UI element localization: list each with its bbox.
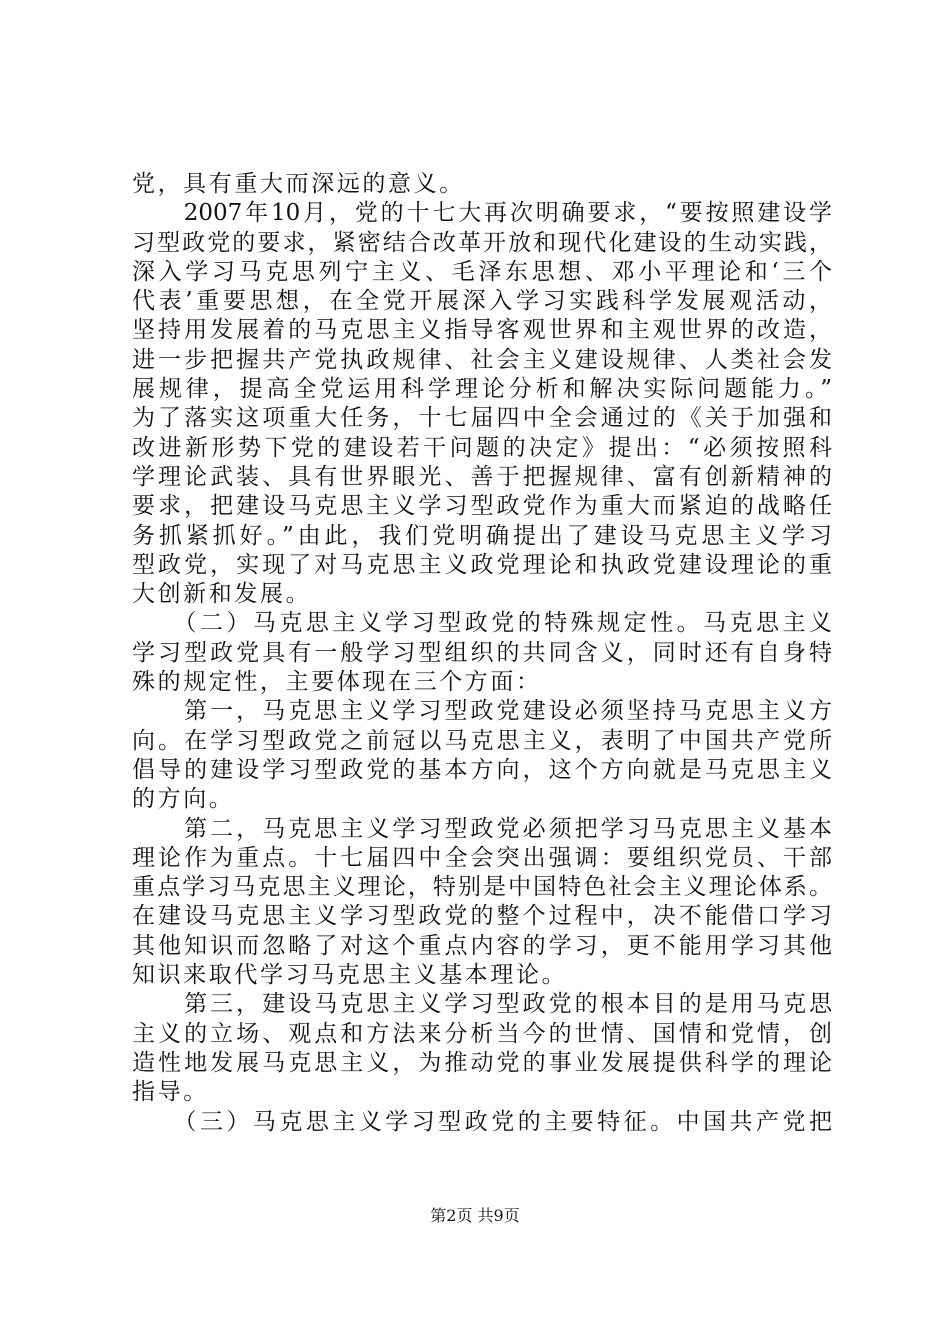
text-line: 造性地发展马克思主义，为推动党的事业发展提供科学的理论 bbox=[132, 1049, 832, 1076]
text-line: 重点学习马克思主义理论，特别是中国特色社会主义理论体系。 bbox=[132, 874, 832, 901]
text-line: 其他知识而忽略了对这个重点内容的学习，更不能用学习其他 bbox=[132, 932, 832, 959]
text-line: 学习型政党具有一般学习型组织的共同含义，同时还有自身特 bbox=[132, 639, 832, 666]
text-line: 党，具有重大而深远的意义。 bbox=[132, 171, 465, 197]
text-line: 学理论武装、具有世界眼光、善于把握规律、富有创新精神的 bbox=[132, 463, 832, 490]
text-line: 进一步把握共产党执政规律、社会主义建设规律、人类社会发 bbox=[132, 346, 832, 373]
text-line: 大创新和发展。 bbox=[132, 581, 312, 608]
text-line: 理论作为重点。十七届四中全会突出强调：要组织党员、干部 bbox=[132, 844, 832, 871]
text-line: 殊的规定性，主要体现在三个方面： bbox=[132, 669, 542, 696]
text-line: 知识来取代学习马克思主义基本理论。 bbox=[132, 962, 568, 989]
text-line: 要求，把建设马克思主义学习型政党作为重大而紧迫的战略任 bbox=[132, 493, 832, 520]
text-line: 主义的立场、观点和方法来分析当今的世情、国情和党情，创 bbox=[132, 1020, 832, 1047]
text-line: 在建设马克思主义学习型政党的整个过程中，决不能借口学习 bbox=[132, 903, 832, 930]
text-line: 型政党，实现了对马克思主义政党理论和执政党建设理论的重 bbox=[132, 551, 832, 578]
text-line: （三）马克思主义学习型政党的主要特征。中国共产党把 bbox=[132, 1108, 832, 1135]
text-line: 的方向。 bbox=[132, 786, 235, 813]
text-line: 2007年10月，党的十七大再次明确要求，“要按照建设学 bbox=[132, 200, 832, 227]
body-text bbox=[132, 170, 832, 1137]
text-line: （二）马克思主义学习型政党的特殊规定性。马克思主义 bbox=[132, 610, 832, 637]
text-line: 习型政党的要求，紧密结合改革开放和现代化建设的生动实践， bbox=[132, 229, 832, 256]
text-line: 向。在学习型政党之前冠以马克思主义，表明了中国共产党所 bbox=[132, 727, 832, 754]
text-line: 第一，马克思主义学习型政党建设必须坚持马克思主义方 bbox=[132, 698, 832, 725]
text-line: 代表’重要思想，在全党开展深入学习实践科学发展观活动， bbox=[132, 288, 832, 315]
text-line: 倡导的建设学习型政党的基本方向，这个方向就是马克思主义 bbox=[132, 756, 832, 783]
text-line: 指导。 bbox=[132, 1079, 209, 1106]
text-line: 深入学习马克思列宁主义、毛泽东思想、邓小平理论和‘三个 bbox=[132, 258, 832, 285]
text-line: 为了落实这项重大任务，十七届四中全会通过的《关于加强和 bbox=[132, 405, 832, 432]
page-footer: 第2页 共9页 bbox=[430, 1206, 520, 1225]
text-line: 展规律，提高全党运用科学理论分析和解决实际问题能力。” bbox=[132, 376, 832, 403]
text-line: 务抓紧抓好。”由此，我们党明确提出了建设马克思主义学习 bbox=[132, 522, 832, 549]
text-line: 改进新形势下党的建设若干问题的决定》提出：“必须按照科 bbox=[132, 434, 832, 461]
text-line: 坚持用发展着的马克思主义指导客观世界和主观世界的改造， bbox=[132, 317, 832, 344]
text-line: 第二，马克思主义学习型政党必须把学习马克思主义基本 bbox=[132, 815, 832, 842]
text-line: 第三，建设马克思主义学习型政党的根本目的是用马克思 bbox=[132, 991, 832, 1018]
